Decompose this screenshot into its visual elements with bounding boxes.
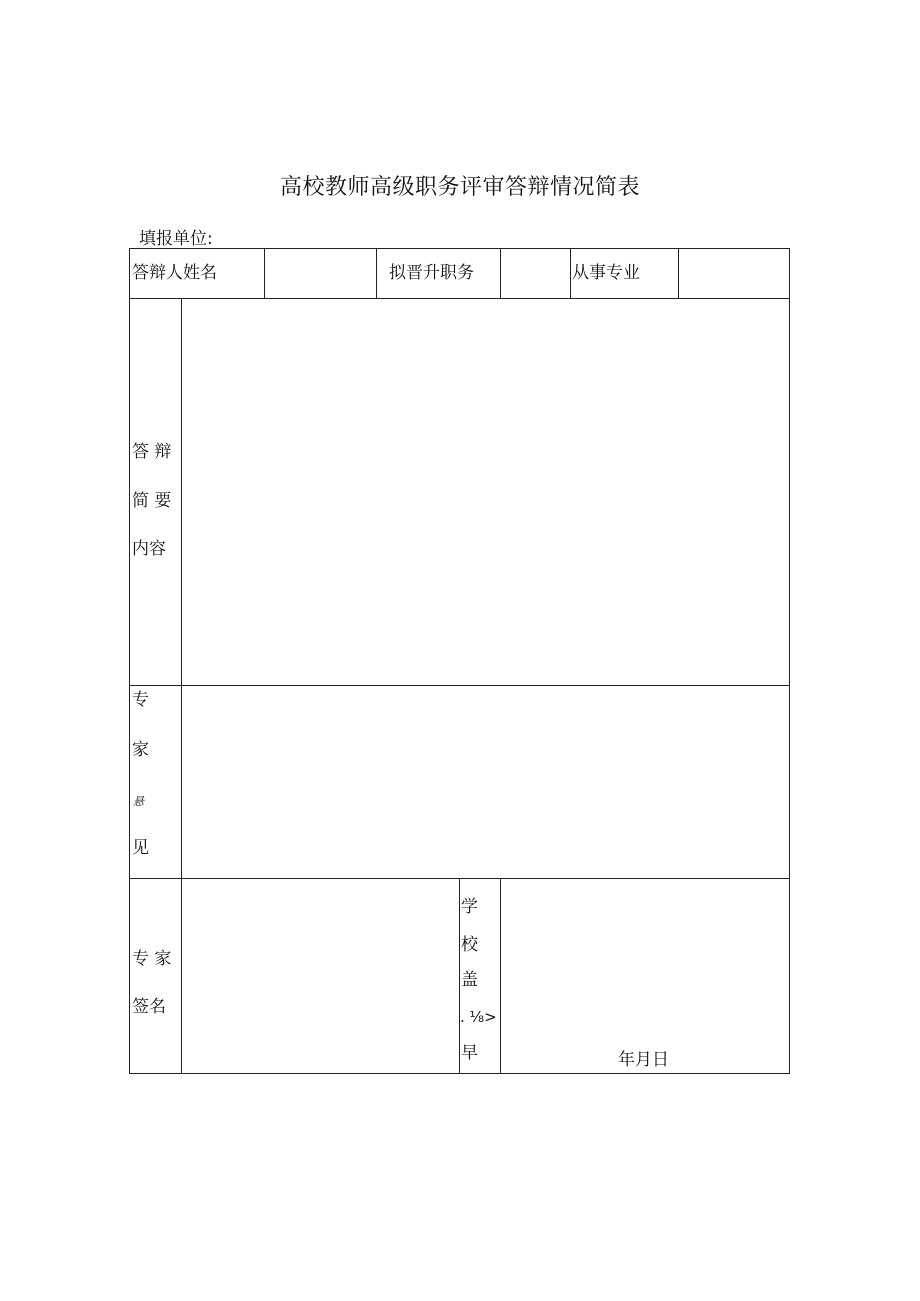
expert-signature-field[interactable] [182,879,458,1073]
proposed-position-label: 拟晋升职务 [389,263,474,283]
seal-date-text: 年月日 [618,1050,669,1070]
expert-opinion-label-char4: 见 [132,838,149,858]
applicant-name-field[interactable] [265,250,375,297]
column-divider [570,249,571,298]
school-seal-label-char4: . ⅛> [460,1008,497,1026]
school-seal-label-char3: 盖 [461,970,478,990]
column-divider [376,249,377,298]
expert-signature-label-line2: 签名 [132,997,166,1017]
major-label: 从事专业 [572,263,640,283]
evaluation-form-table [129,248,790,1074]
school-seal-label-char5: 早 [461,1043,478,1063]
major-field[interactable] [679,250,789,297]
expert-signature-label-line1: 专 家 [132,949,172,969]
expert-opinion-field[interactable] [182,686,789,877]
page-title: 高校教师高级职务评审答辩情况简表 [279,175,640,200]
school-seal-label-char2: 校 [461,935,478,955]
column-divider [459,878,460,1074]
defense-summary-field[interactable] [182,299,789,684]
expert-opinion-label-char3: 悬 [133,795,144,808]
school-seal-area[interactable] [501,879,789,1073]
defense-summary-label-line3: 内容 [132,539,166,559]
defense-summary-label-line1: 答 辩 [132,442,172,462]
school-seal-label-char1: 学 [461,897,478,917]
unit-label: 填报单位: [139,229,213,249]
proposed-position-field[interactable] [501,250,569,297]
expert-opinion-label-char1: 专 [132,690,149,710]
defense-summary-label-line2: 简 要 [132,491,172,511]
expert-opinion-label-char2: 家 [132,740,149,760]
applicant-name-label: 答辩人姓名 [132,263,217,283]
